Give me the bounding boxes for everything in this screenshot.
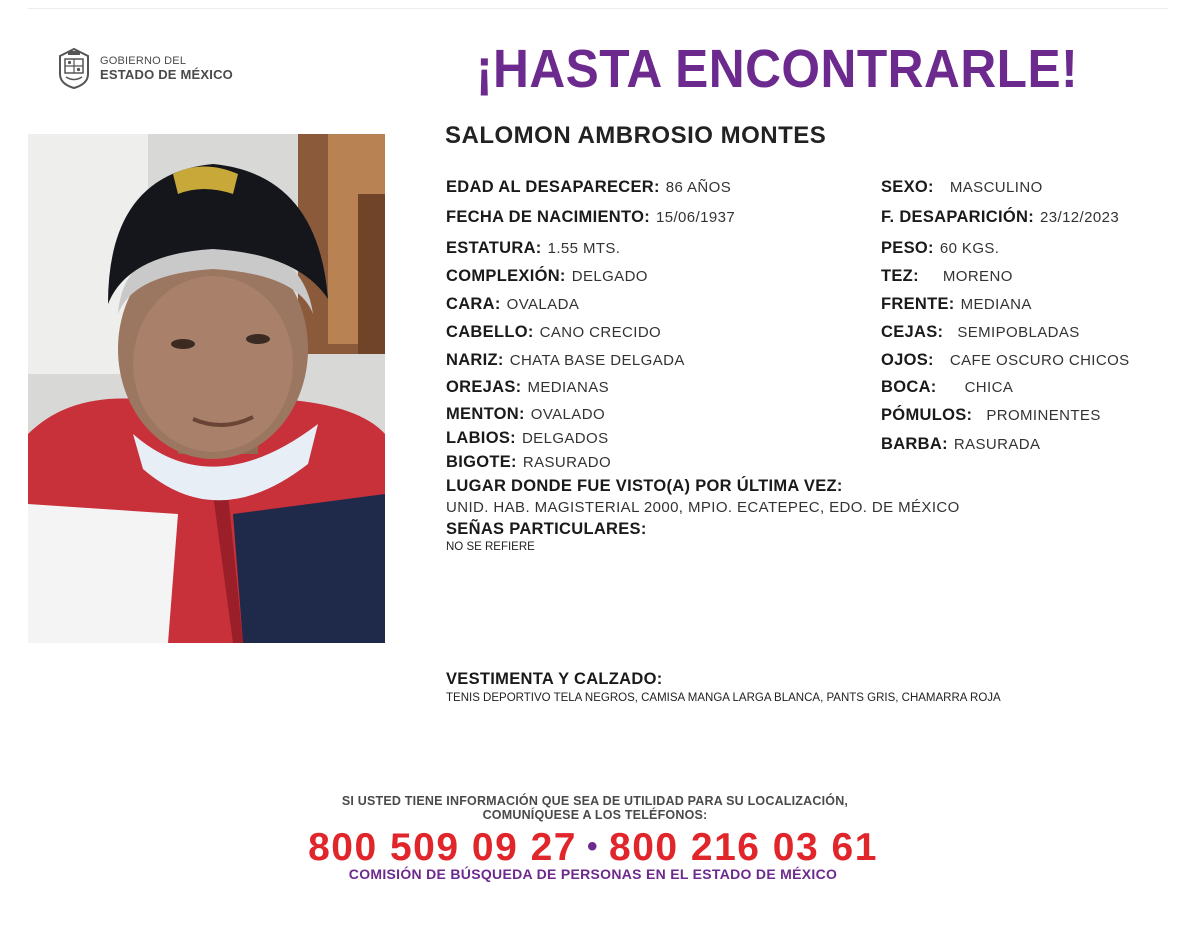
field-value: CHATA BASE DELGADA — [509, 352, 685, 369]
last-seen-value: UNID. HAB. MAGISTERIAL 2000, MPIO. ECATEPEC, EDO. DE MÉXICO — [446, 499, 960, 516]
phone-numbers — [0, 826, 1186, 870]
field-value: MASCULINO — [949, 179, 1043, 196]
field-hair — [446, 322, 661, 343]
field-label: ESTATURA: — [446, 239, 542, 257]
field-beard — [881, 434, 1040, 455]
field-label: SEXO: — [881, 178, 934, 196]
field-value: PROMINENTES — [986, 407, 1101, 424]
field-mouth — [881, 377, 1013, 398]
phone-number-1[interactable]: 800 509 09 27 — [308, 826, 577, 869]
field-chin — [446, 404, 605, 425]
field-value: 1.55 MTS. — [547, 240, 621, 257]
field-value: DELGADOS — [521, 430, 609, 447]
field-label: CABELLO: — [446, 323, 534, 341]
field-label: PESO: — [881, 239, 934, 257]
field-label: CEJAS: — [881, 323, 944, 341]
field-value: MEDIANA — [960, 296, 1032, 313]
field-age — [446, 177, 731, 198]
person-name: SALOMON AMBROSIO MONTES — [445, 122, 827, 149]
contact-note-line1: SI USTED TIENE INFORMACIÓN QUE SEA DE UTILIDAD PARA SU LOCALIZACIÓN, — [341, 794, 849, 808]
field-label: LABIOS: — [446, 429, 516, 447]
field-label: CARA: — [446, 295, 501, 313]
field-value: MORENO — [942, 268, 1013, 285]
government-logo — [56, 46, 233, 90]
field-label: BIGOTE: — [446, 453, 517, 471]
field-forehead — [881, 294, 1032, 315]
field-height — [446, 238, 620, 259]
field-birthdate — [446, 207, 735, 228]
field-label: NARIZ: — [446, 351, 504, 369]
missing-person-photo — [28, 134, 385, 643]
field-eyebrows — [881, 322, 1080, 343]
state-seal-icon — [56, 46, 92, 90]
distinguishing-marks-label: SEÑAS PARTICULARES: — [446, 520, 647, 538]
field-ears — [446, 377, 609, 398]
field-value: SEMIPOBLADAS — [957, 324, 1080, 341]
field-label: PÓMULOS: — [881, 406, 973, 424]
field-weight — [881, 238, 999, 259]
field-complexion — [881, 266, 1013, 287]
field-face — [446, 294, 579, 315]
clothing-value: TENIS DEPORTIVO TELA NEGROS, CAMISA MANGA LARGA BLANCA, PANTS GRIS, CHAMARRA ROJA — [446, 692, 1001, 704]
field-value: MEDIANAS — [527, 379, 610, 396]
field-value: 23/12/2023 — [1040, 209, 1120, 226]
page-headline: ¡HASTA ENCONTRARLE! — [476, 39, 1079, 99]
field-label: BARBA: — [881, 435, 948, 453]
field-label: FECHA DE NACIMIENTO: — [446, 208, 650, 226]
field-cheekbones — [881, 405, 1101, 426]
field-value: CAFE OSCURO CHICOS — [949, 352, 1130, 369]
field-value: CHICA — [964, 379, 1014, 396]
phone-number-2[interactable]: 800 216 03 61 — [609, 826, 878, 869]
field-label: OREJAS: — [446, 378, 522, 396]
field-label: COMPLEXIÓN: — [446, 267, 566, 285]
field-value: 86 AÑOS — [665, 179, 732, 196]
last-seen-label: LUGAR DONDE FUE VISTO(A) POR ÚLTIMA VEZ: — [446, 477, 843, 495]
clothing-label: VESTIMENTA Y CALZADO: — [446, 670, 663, 688]
phone-separator: • — [586, 830, 599, 863]
field-value: 15/06/1937 — [656, 209, 736, 226]
field-label: EDAD AL DESAPARECER: — [446, 178, 660, 196]
field-value: DELGADO — [571, 268, 648, 285]
contact-note-line2: COMUNÍQUESE A LOS TELÉFONOS: — [482, 808, 708, 822]
field-value: CANO CRECIDO — [539, 324, 662, 341]
field-nose — [446, 350, 685, 371]
field-value: RASURADA — [953, 436, 1041, 453]
distinguishing-marks-value: NO SE REFIERE — [446, 541, 535, 553]
field-label: BOCA: — [881, 378, 937, 396]
field-eyes — [881, 350, 1130, 371]
field-build — [446, 266, 648, 287]
field-label: MENTON: — [446, 405, 525, 423]
field-value: RASURADO — [522, 454, 612, 471]
field-disappearance-date — [881, 207, 1119, 228]
field-sex — [881, 177, 1043, 198]
field-value: 60 KGS. — [939, 240, 1000, 257]
field-lips — [446, 428, 609, 449]
field-label: OJOS: — [881, 351, 934, 369]
field-mustache — [446, 452, 611, 473]
field-label: F. DESAPARICIÓN: — [881, 208, 1035, 226]
field-label: FRENTE: — [881, 295, 955, 313]
field-value: OVALADA — [506, 296, 580, 313]
field-label: TEZ: — [881, 267, 919, 285]
org-name-line2: ESTADO DE MÉXICO — [100, 67, 233, 82]
top-divider — [28, 8, 1168, 9]
commission-name: COMISIÓN DE BÚSQUEDA DE PERSONAS EN EL ESTADO DE MÉXICO — [348, 866, 838, 882]
org-name-line1: GOBIERNO DEL — [100, 55, 187, 67]
field-value: OVALADO — [530, 406, 606, 423]
